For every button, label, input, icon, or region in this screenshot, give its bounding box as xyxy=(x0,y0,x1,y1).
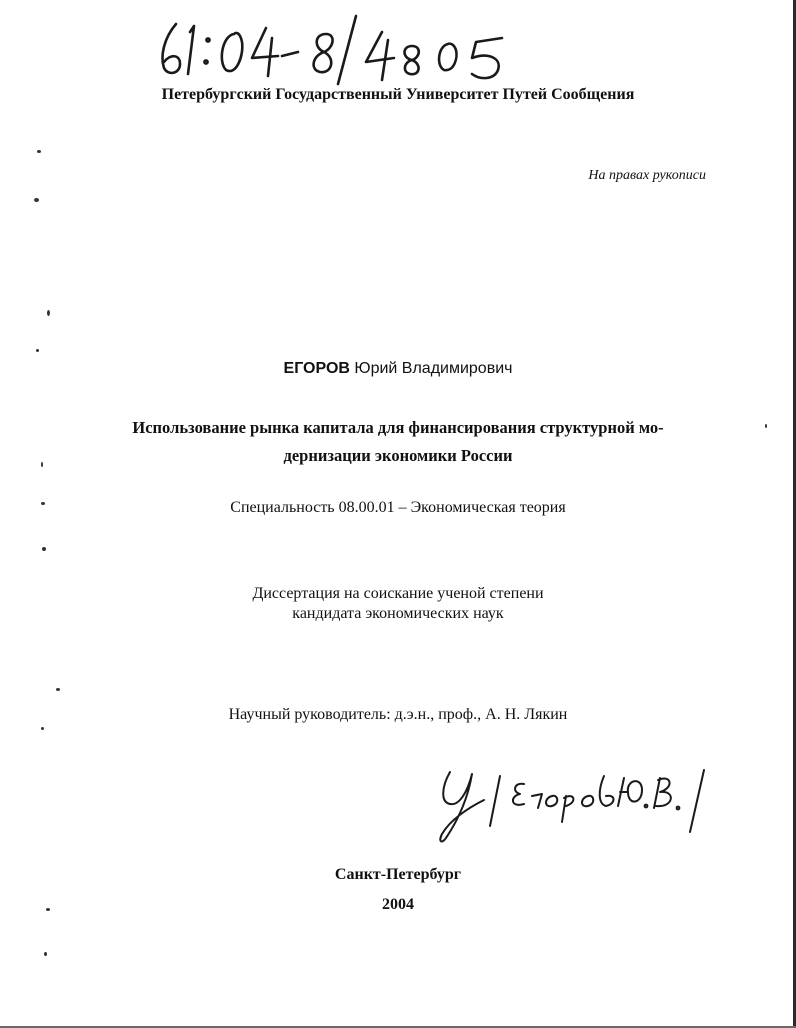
year: 2004 xyxy=(382,896,414,913)
scan-speck xyxy=(56,688,60,691)
author-given-names: Юрий Владимирович xyxy=(354,360,513,377)
scan-speck xyxy=(37,150,41,153)
scan-speck xyxy=(36,349,39,352)
scan-speck xyxy=(42,547,46,551)
city: Санкт-Петербург xyxy=(334,866,462,883)
degree-line-1: Диссертация на соискание ученой степени xyxy=(252,585,544,602)
author-surname: ЕГОРОВ xyxy=(283,360,350,377)
degree-line-2: кандидата экономических наук xyxy=(292,605,504,622)
scan-speck xyxy=(44,952,47,956)
scan-speck xyxy=(47,310,50,316)
scan-speck xyxy=(41,727,44,730)
author-name xyxy=(0,360,796,378)
scan-speck xyxy=(34,198,39,202)
degree-statement xyxy=(0,584,796,624)
author-signature xyxy=(428,760,718,850)
dissertation-title xyxy=(0,414,796,470)
manuscript-rights-note: На правах рукописи xyxy=(588,168,706,183)
specialty: Специальность 08.00.01 – Экономическая теория xyxy=(230,499,566,516)
handwritten-archive-number xyxy=(150,10,550,88)
title-line-2: дернизации экономики России xyxy=(283,446,513,465)
scientific-advisor: Научный руководитель: д.э.н., проф., А. Н. Лякин xyxy=(228,706,568,723)
title-line-1: Использование рынка капитала для финансирования структурной мо- xyxy=(132,418,664,437)
university-name: Петербургский Государственный Университет Путей Сообщения xyxy=(161,86,635,103)
